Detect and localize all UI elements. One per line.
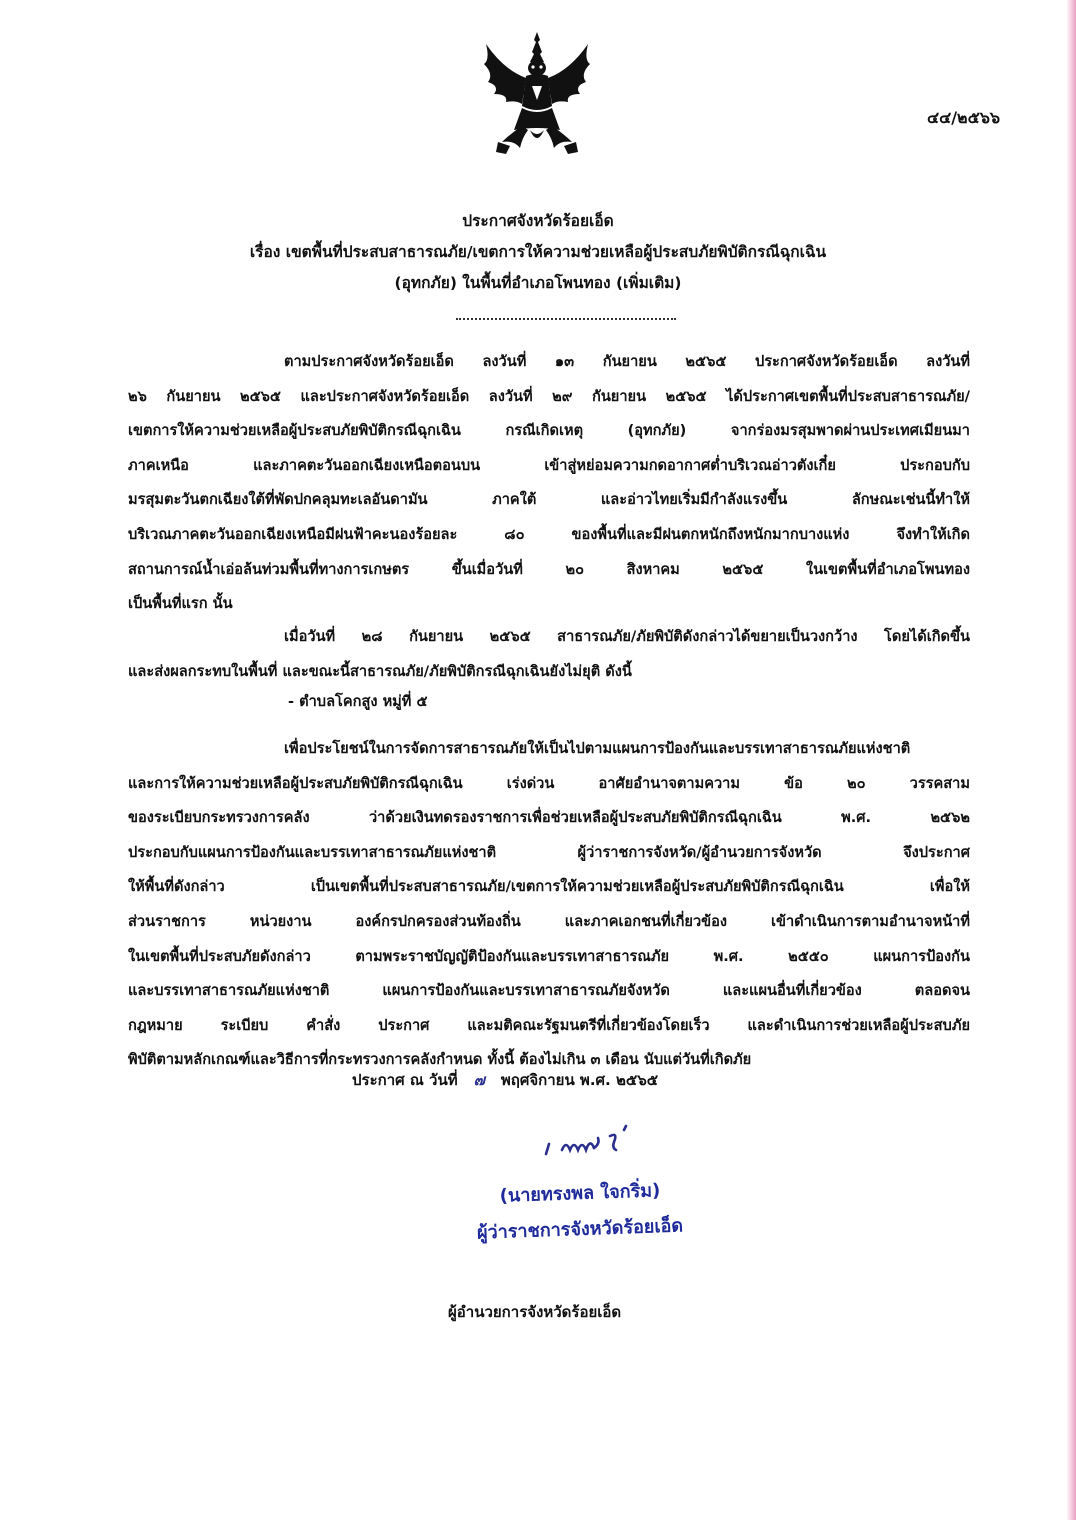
- paragraph-line: และการให้ความช่วยเหลือผู้ประสบภัยพิบัติกรณีฉุกเฉิน เร่งด่วน อาศัยอำนาจตามความ ข้อ ๒๐ วรรคสาม: [128, 774, 970, 792]
- garuda-emblem-icon: [480, 30, 594, 158]
- director-position: ผู้อำนวยการจังหวัดร้อยเอ็ด: [448, 1303, 622, 1321]
- announcement-day: ๗: [473, 1071, 485, 1089]
- paragraph-2: [128, 620, 970, 689]
- announcement-date-prefix: ประกาศ ณ วันที่: [352, 1071, 458, 1089]
- handwritten-signature: [540, 1120, 650, 1168]
- paragraph-line: ภาคเหนือ และภาคตะวันออกเฉียงเหนือตอนบน เข้าสู่หย่อมความกดอากาศต่ำบริเวณอ่าวตังเกี๋ย ประกอบกับ: [128, 456, 970, 474]
- paragraph-line: ของระเบียบกระทรวงการคลัง ว่าด้วยเงินทดรองราชการเพื่อช่วยเหลือผู้ประสบภัยพิบัติกรณีฉุกเฉิน พ.ศ. ๒๕๖๒: [128, 809, 970, 827]
- document-subject-line-1: เรื่อง เขตพื้นที่ประสบสาธารณภัย/เขตการให้ความช่วยเหลือผู้ประสบภัยพิบัติกรณีฉุกเฉิน: [249, 243, 827, 261]
- paragraph-line: ประกอบกับแผนการป้องกันและบรรเทาสาธารณภัยแห่งชาติ ผู้ว่าราชการจังหวัด/ผู้อำนวยการจังหวัด จึงประกาศ: [128, 843, 970, 861]
- paragraph-line: เขตการให้ความช่วยเหลือผู้ประสบภัยพิบัติกรณีฉุกเฉิน กรณีเกิดเหตุ (อุทกภัย) จากร่องมรสุมพาดผ่านประเทศเมียนมา: [128, 422, 970, 440]
- title-divider: [456, 318, 676, 320]
- paragraph-line: กฎหมาย ระเบียบ คำสั่ง ประกาศ และมติคณะรัฐมนตรีที่เกี่ยวข้องโดยเร็ว และดำเนินการช่วยเหลือผู้ประสบภัย: [128, 1016, 970, 1034]
- paragraph-line: บริเวณภาคตะวันออกเฉียงเหนือมีฝนฟ้าคะนองร้อยละ ๘๐ ของพื้นที่และมีฝนตกหนักถึงหนักมากบางแห่ง จึงทำให้เกิด: [128, 525, 970, 543]
- paragraph-line: มรสุมตะวันตกเฉียงใต้ที่พัดปกคลุมทะเลอันดามัน ภาคใต้ และอ่าวไทยเริ่มมีกำลังแรงขึ้น ลักษณะเช่นนี้ทำให้: [128, 491, 970, 509]
- paragraph-line: ให้พื้นที่ดังกล่าว เป็นเขตพื้นที่ประสบสาธารณภัย/เขตการให้ความช่วยเหลือผู้ประสบภัยพิบัติกรณีฉุกเฉิน เพื่อให้: [128, 878, 970, 896]
- paragraph-1: [128, 345, 970, 622]
- scan-edge-tint: [1066, 0, 1076, 1520]
- document-heading: [160, 206, 916, 299]
- announcement-month-year: พฤศจิกายน พ.ศ. ๒๕๖๕: [500, 1071, 659, 1089]
- paragraph-line: และบรรเทาสาธารณภัยแห่งชาติ แผนการป้องกันและบรรเทาสาธารณภัยจังหวัด และแผนอื่นที่เกี่ยวข้อง ตลอดจน: [128, 982, 970, 1000]
- paragraph-line: และส่งผลกระทบในพื้นที่ และขณะนี้สาธารณภัย/ภัยพิบัติกรณีฉุกเฉินยังไม่ยุติ ดังนี้: [128, 662, 632, 680]
- document-number: ๔๔/๒๕๖๖: [926, 108, 1000, 127]
- paragraph-line: สถานการณ์น้ำเอ่อล้นท่วมพื้นที่ทางการเกษตร ขึ้นเมื่อวันที่ ๒๐ สิงหาคม ๒๕๖๕ ในเขตพื้นที่อำเภอโพนทอง: [128, 560, 970, 578]
- paragraph-line: เป็นพื้นที่แรก นั้น: [128, 595, 233, 613]
- announcement-date: [352, 1068, 658, 1092]
- paragraph-line: ตามประกาศจังหวัดร้อยเอ็ด ลงวันที่ ๑๓ กันยายน ๒๕๖๕ ประกาศจังหวัดร้อยเอ็ด ลงวันที่: [284, 353, 970, 370]
- paragraph-line: ๒๖ กันยายน ๒๕๖๕ และประกาศจังหวัดร้อยเอ็ด ลงวันที่ ๒๙ กันยายน ๒๕๖๕ ได้ประกาศเขตพื้นที่ประสบสาธารณภัย/: [128, 387, 970, 405]
- paragraph-line: ส่วนราชการ หน่วยงาน องค์กรปกครองส่วนท้องถิ่น และภาคเอกชนที่เกี่ยวข้อง เข้าดำเนินการตามอำนาจหน้าที่: [128, 912, 970, 930]
- paragraph-line: เมื่อวันที่ ๒๘ กันยายน ๒๕๖๕ สาธารณภัย/ภัยพิบัติดังกล่าวได้ขยายเป็นวงกว้าง โดยได้เกิดขึ้น: [284, 628, 970, 645]
- paragraph-line: พิบัติตามหลักเกณฑ์และวิธีการที่กระทรวงการคลังกำหนด ทั้งนี้ ต้องไม่เกิน ๓ เดือน นับแต่วันที่เกิดภัย: [128, 1051, 752, 1069]
- paragraph-3: [128, 732, 970, 1078]
- signer-position: ผู้ว่าราชการจังหวัดร้อยเอ็ด: [476, 1215, 684, 1244]
- document-subject-line-2: (อุทกภัย) ในพื้นที่อำเภอโพนทอง (เพิ่มเติม): [394, 274, 682, 292]
- affected-area-item: - ตำบลโคกสูง หมู่ที่ ๕: [288, 693, 428, 710]
- paragraph-line: ในเขตพื้นที่ประสบภัยดังกล่าว ตามพระราชบัญญัติป้องกันและบรรเทาสาธารณภัย พ.ศ. ๒๕๕๐ แผนการป้องกัน: [128, 947, 970, 965]
- signer-name: (นายทรงพล ใจกริ่ม): [499, 1180, 661, 1207]
- document-title: ประกาศจังหวัดร้อยเอ็ด: [462, 212, 614, 230]
- paragraph-line: เพื่อประโยชน์ในการจัดการสาธารณภัยให้เป็นไปตามแผนการป้องกันและบรรเทาสาธารณภัยแห่งชาติ: [284, 740, 911, 757]
